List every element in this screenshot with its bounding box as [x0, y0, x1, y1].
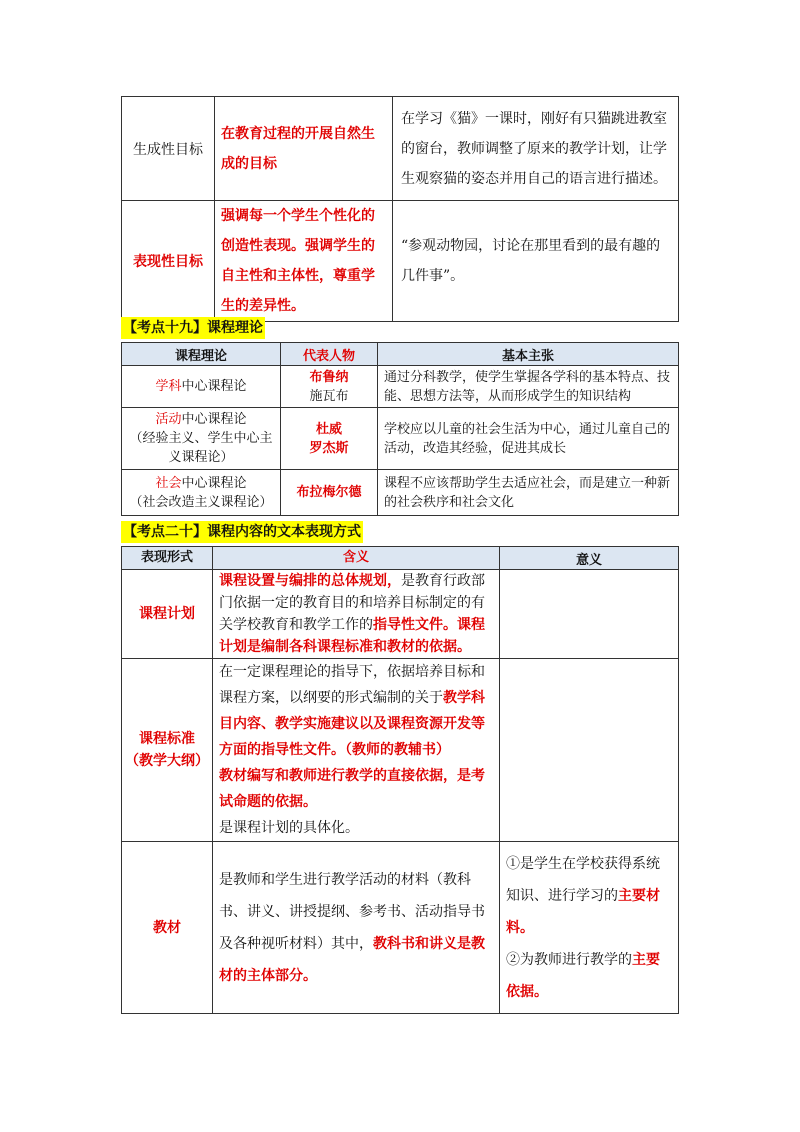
- form-meaning-cell: [213, 842, 500, 1014]
- table-row: [122, 201, 679, 322]
- theory-key: 活动: [155, 412, 182, 427]
- goal-meaning-cell: [215, 201, 393, 322]
- column-header: 含义: [213, 547, 500, 570]
- form-meaning-cell: [213, 659, 500, 842]
- theory-rest: 中心课程论: [181, 379, 247, 394]
- table-row: [122, 470, 679, 516]
- goal-example-cell: “参观动物园，讨论在那里看到的最有趣的几件事”。: [393, 201, 679, 322]
- theory-rest: 中心课程论: [181, 412, 247, 427]
- significance-text: 主要依据。: [506, 951, 660, 1000]
- claim-cell: 通过分科教学，使学生掌握各学科的基本特点、技能、思想方法等，从而形成学生的知识结构: [378, 366, 679, 408]
- claim-cell: 学校应以儿童的社会生活为中心，通过儿童自己的活动，改造其经验，促进其成长: [378, 408, 679, 470]
- table-row: [122, 97, 679, 201]
- goal-name-cell: 生成性目标: [122, 97, 215, 201]
- people-cell: 布拉梅尔德: [281, 470, 378, 516]
- form-name: 课程标准: [139, 731, 195, 747]
- table-row: [122, 659, 679, 842]
- meaning-text: 教学科目内容、教学实施建议以及课程资源开发等方面的指导性文件。（教师的教辅书）: [219, 690, 485, 758]
- goal-meaning-cell: 在教育过程的开展自然生成的目标: [215, 97, 393, 201]
- goal-name-cell: 表现性目标: [122, 201, 215, 322]
- curriculum-forms-table: [121, 546, 679, 1014]
- form-meaning-cell: [213, 570, 500, 659]
- column-header: 基本主张: [378, 343, 679, 366]
- curriculum-theory-table: [121, 342, 679, 516]
- person-name: 罗杰斯: [309, 440, 349, 456]
- person-name: 杜威: [315, 421, 342, 437]
- theory-key: 学科: [155, 379, 182, 394]
- claim-cell: 课程不应该帮助学生去适应社会，而是建立一种新的社会秩序和社会文化: [378, 470, 679, 516]
- meaning-text: 是教育行政部门依据一定的教育目的和培养目标制定的有关学校教育和教学工作的: [219, 573, 485, 633]
- theory-rest: 中心课程论: [181, 475, 247, 491]
- meaning-text: 是课程计划的具体化。: [219, 820, 359, 836]
- form-name-cell: 课程计划: [122, 570, 213, 659]
- significance-text: ②为教师进行教学的: [506, 951, 632, 968]
- table-header-row: [122, 547, 679, 570]
- theory-note: （社会改造主义课程论）: [129, 494, 273, 510]
- section-heading-19: 【考点十九】课程理论: [121, 317, 265, 339]
- meaning-text: 是教师和学生进行教学活动的材料（教科书、讲义、讲授提纲、参考书、活动指导书及各种视听材料）其中，: [219, 871, 485, 952]
- theory-cell: [122, 470, 281, 516]
- form-name-cell: 教材: [122, 842, 213, 1014]
- section-heading-20: 【考点二十】课程内容的文本表现方式: [121, 521, 363, 543]
- meaning-text: 课程设置与编排的总体规划，: [219, 573, 401, 589]
- table-row: [122, 842, 679, 1014]
- form-name-note: （教学大纲）: [125, 753, 209, 769]
- table-header-row: [122, 343, 679, 366]
- form-significance-cell: [500, 659, 679, 842]
- theory-note: （经验主义、学生中心主义课程论）: [129, 431, 273, 465]
- person-name: 施瓦布: [309, 388, 349, 404]
- meaning-text: 教科书和讲义是教材的主体部分。: [219, 935, 485, 984]
- column-header: 意义: [500, 547, 679, 570]
- theory-key: 社会: [155, 475, 182, 491]
- people-cell: [281, 408, 378, 470]
- theory-cell: [122, 366, 281, 408]
- goal-meaning-part: 强调学生的自主性和主体性，尊重学生的差异性。: [221, 238, 375, 314]
- significance-text: ①是学生在学校获得系统知识、进行学习的: [506, 855, 660, 904]
- table-row: [122, 570, 679, 659]
- form-name-cell: [122, 659, 213, 842]
- meaning-text: 在一定课程理论的指导下，依据培养目标和课程方案，以纲要的形式编制的关于: [219, 664, 485, 706]
- person-name: 布鲁纳: [309, 369, 349, 385]
- column-header: 代表人物: [281, 343, 378, 366]
- table-row: [122, 366, 679, 408]
- meaning-text: 教材编写和教师进行教学的直接依据，是考试命题的依据。: [219, 768, 485, 810]
- theory-cell: [122, 408, 281, 470]
- people-cell: [281, 366, 378, 408]
- column-header: 表现形式: [122, 547, 213, 570]
- goal-meaning-part: 强调每一个学生个性化的创造性表现。: [221, 208, 375, 254]
- meaning-text: 指导性文件。课程计划是编制各科课程标准和教材的依据。: [219, 617, 485, 655]
- significance-text: 主要材料。: [506, 887, 660, 936]
- goals-table: [121, 96, 679, 322]
- goal-example-cell: 在学习《猫》一课时，刚好有只猫跳进教室的窗台，教师调整了原来的教学计划，让学生观察猫的姿态并用自己的语言进行描述。: [393, 97, 679, 201]
- form-significance-cell: [500, 842, 679, 1014]
- form-significance-cell: [500, 570, 679, 659]
- table-row: [122, 408, 679, 470]
- column-header: 课程理论: [122, 343, 281, 366]
